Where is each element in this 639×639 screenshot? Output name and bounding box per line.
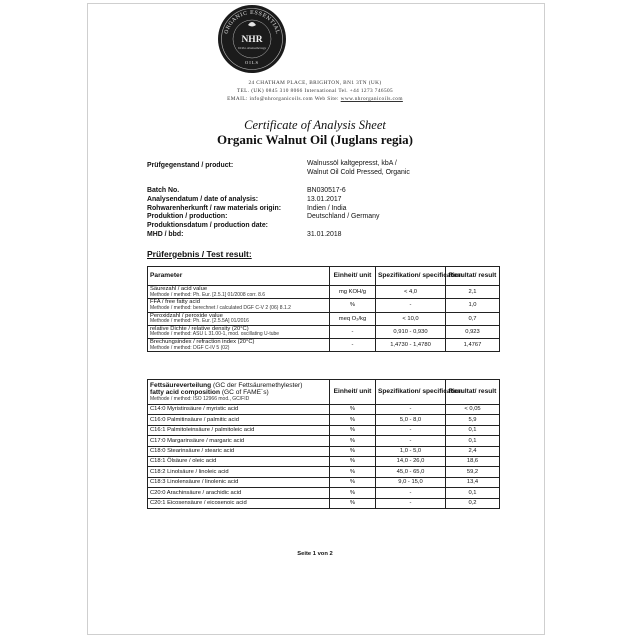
unit-cell: meq O₂/kg [330, 312, 376, 325]
table-row [148, 467, 500, 477]
fatty-acid-header-de: Fettsäureverteilung [150, 381, 212, 389]
table-row [148, 436, 500, 446]
result-cell: 1,0 [446, 299, 500, 312]
specification-column-header: Spezifikation/ specification [376, 267, 446, 286]
table-row [148, 425, 500, 435]
unit-cell: - [330, 325, 376, 338]
fatty-acid-method: Methode / method: ISO 12966 mod., GC/FID [150, 395, 250, 402]
table-row [148, 477, 500, 487]
fatty-acid-name-cell: C16:0 Palmitinsäure / palmitic acid [148, 415, 330, 425]
parameter-name: relative Dichte / relative density (20°C) [150, 326, 249, 333]
parameter-name: Säurezahl / acid value [150, 286, 208, 293]
origin-value: Indien / India [307, 205, 347, 212]
parameter-method: Methode / method: Ph. Eur. [2.5.5A] 01/2016 [150, 318, 249, 325]
fatty-acid-name-cell: C14:0 Myristinsäure / myristic acid [148, 405, 330, 415]
bbd-value: 31.01.2018 [307, 231, 342, 238]
logo-center-text: NHR [241, 35, 263, 45]
company-logo [217, 4, 287, 74]
page-number: Seite 1 von 2 [297, 551, 333, 557]
web-site-label: Web Site: [314, 96, 339, 103]
result-cell: 13,4 [446, 477, 500, 487]
batch-label: Batch No. [147, 187, 180, 194]
table-row [148, 312, 500, 325]
unit-cell: % [330, 299, 376, 312]
specification-cell: 45,0 - 65,0 [376, 467, 446, 477]
parameter-method: Methode / method: DGF C-IV 5 (02) [150, 344, 230, 351]
unit-cell: % [330, 436, 376, 446]
unit-column-header: Einheit/ unit [330, 380, 376, 405]
bbd-label: MHD / bbd: [147, 231, 184, 238]
web-site-link[interactable]: www.nhrorganicoils.com [340, 96, 403, 103]
fatty-acid-table-header [148, 380, 500, 405]
unit-cell: - [330, 339, 376, 352]
table-row [148, 456, 500, 466]
fatty-acid-name-cell: C16:1 Palmitoleinsäure / palmitoleic acid [148, 425, 330, 435]
fatty-acid-table [147, 379, 500, 509]
unit-cell: % [330, 446, 376, 456]
result-cell: 0,923 [446, 325, 500, 338]
company-email: EMAIL: info@nhrorganicoils.com [227, 96, 314, 103]
company-address-block [100, 79, 530, 104]
parameter-cell [148, 286, 330, 299]
product-label: Prüfgegenstand / product: [147, 162, 234, 169]
specification-cell: 14,0 - 26,0 [376, 456, 446, 466]
fatty-acid-name-cell: C17:0 Margarinsäure / margaric acid [148, 436, 330, 446]
result-cell: 59,2 [446, 467, 500, 477]
company-contact-line [100, 95, 530, 103]
result-cell: 2,1 [446, 286, 500, 299]
parameter-method: Methode / method: ASU L 31.00-1, mod. oscillating U-tube [150, 331, 280, 338]
table-row [148, 415, 500, 425]
specification-cell: - [376, 436, 446, 446]
test-result-heading: Prüfergebnis / Test result: [147, 249, 252, 259]
unit-cell: % [330, 425, 376, 435]
result-column-header: Resultat/ result [446, 380, 500, 405]
fatty-acid-name-cell: C18:0 Stearinsäure / stearic acid [148, 446, 330, 456]
unit-cell: % [330, 405, 376, 415]
table-row [148, 299, 500, 312]
fatty-acid-column-header: Fettsäureverteilung (GC der Fettsäuremethylester) fatty acid composition (GC of FAME´s) Methode / method: ISO 12966 mod., GC/FID [148, 380, 330, 405]
specification-cell: < 4,0 [376, 286, 446, 299]
batch-value: BN030517-6 [307, 187, 346, 194]
origin-label: Rohwarenherkunft / raw materials origin: [147, 205, 282, 212]
product-value-line1: Walnussöl kaltgepresst, kbA / [307, 160, 397, 167]
unit-cell: mg KOH/g [330, 286, 376, 299]
analysis-date-label: Analysendatum / date of analysis: [147, 196, 259, 203]
analysis-date-value: 13.01.2017 [307, 196, 342, 203]
table-row [148, 498, 500, 508]
unit-cell: % [330, 498, 376, 508]
result-cell: 2,4 [446, 446, 500, 456]
specification-cell: < 10,0 [376, 312, 446, 325]
table-row [148, 339, 500, 352]
specification-cell: 1,4730 - 1,4780 [376, 339, 446, 352]
logo-script-text: Ortho Aromatherapy [237, 46, 267, 50]
table-row [148, 446, 500, 456]
result-cell: 0,1 [446, 425, 500, 435]
parameter-cell [148, 325, 330, 338]
unit-cell: % [330, 456, 376, 466]
unit-cell: % [330, 467, 376, 477]
unit-cell: % [330, 488, 376, 498]
specification-cell: - [376, 498, 446, 508]
parameter-name: Brechungsindex / refraction index (20°C) [150, 339, 255, 346]
certificate-title: Certificate of Analysis Sheet [244, 118, 386, 132]
parameter-name: FFA / free fatty acid [150, 299, 200, 306]
table-row [148, 325, 500, 338]
parameter-name: Peroxidzahl / peroxide value [150, 312, 223, 319]
specification-cell: - [376, 299, 446, 312]
production-label: Produktion / production: [147, 213, 228, 220]
specification-cell: - [376, 405, 446, 415]
result-cell: 1,4767 [446, 339, 500, 352]
specification-column-header: Spezifikation/ specification [376, 380, 446, 405]
result-cell: 5,9 [446, 415, 500, 425]
fatty-acid-name-cell: C18:3 Linolensäure / linolenic acid [148, 477, 330, 487]
unit-column-header: Einheit/ unit [330, 267, 376, 286]
result-cell: 0,7 [446, 312, 500, 325]
product-value-line2: Walnut Oil Cold Pressed, Organic [307, 169, 410, 176]
result-cell: 0,1 [446, 436, 500, 446]
parameters-table [147, 266, 500, 352]
result-column-header: Resultat/ result [446, 267, 500, 286]
fatty-acid-name-cell: C18:2 Linolsäure / linoleic acid [148, 467, 330, 477]
unit-cell: % [330, 415, 376, 425]
parameter-cell [148, 299, 330, 312]
result-cell: 0,1 [446, 488, 500, 498]
product-title: Organic Walnut Oil (Juglans regia) [217, 132, 413, 147]
specification-cell: - [376, 488, 446, 498]
specification-cell: 0,910 - 0,930 [376, 325, 446, 338]
table-row [148, 405, 500, 415]
logo-arc-text: ORGANIC ESSENTIAL [223, 9, 281, 35]
specification-cell: 1,0 - 5,0 [376, 446, 446, 456]
parameter-method: Methode / method: Ph. Eur. [2.5.1] 01/2008 corr. 8.6 [150, 291, 266, 298]
company-phone: TEL. (UK) 0845 310 8066 International Tel. +44 1273 746505 [236, 88, 394, 95]
production-value: Deutschland / Germany [307, 213, 380, 220]
specification-cell: 9,0 - 15,0 [376, 477, 446, 487]
parameter-cell [148, 339, 330, 352]
fatty-acid-name-cell: C18:1 Ölsäure / oleic acid [148, 456, 330, 466]
parameter-column-header: Parameter [148, 267, 330, 286]
result-cell: 0,2 [446, 498, 500, 508]
fatty-acid-name-cell: C20:1 Eicosensäure / eicosenoic acid [148, 498, 330, 508]
production-date-label: Produktionsdatum / production date: [147, 222, 268, 229]
parameter-cell [148, 312, 330, 325]
fatty-acid-name-cell: C20:0 Arachinsäure / arachidic acid [148, 488, 330, 498]
specification-cell: 5,0 - 8,0 [376, 415, 446, 425]
specification-cell: - [376, 425, 446, 435]
result-cell: < 0,05 [446, 405, 500, 415]
table-row [148, 286, 500, 299]
parameters-table-header [148, 267, 500, 286]
company-address: 24 CHATHAM PLACE, BRIGHTON, BN1 3TN (UK) [248, 80, 382, 86]
unit-cell: % [330, 477, 376, 487]
logo-bottom-text: OILS [245, 60, 259, 65]
fatty-acid-header-en: fatty acid composition [150, 389, 220, 397]
table-row [148, 488, 500, 498]
parameter-method: Methode / method: berechnet / calculated DGF C-V 2 (06) 8.1.2 [150, 304, 291, 311]
result-cell: 18,6 [446, 456, 500, 466]
